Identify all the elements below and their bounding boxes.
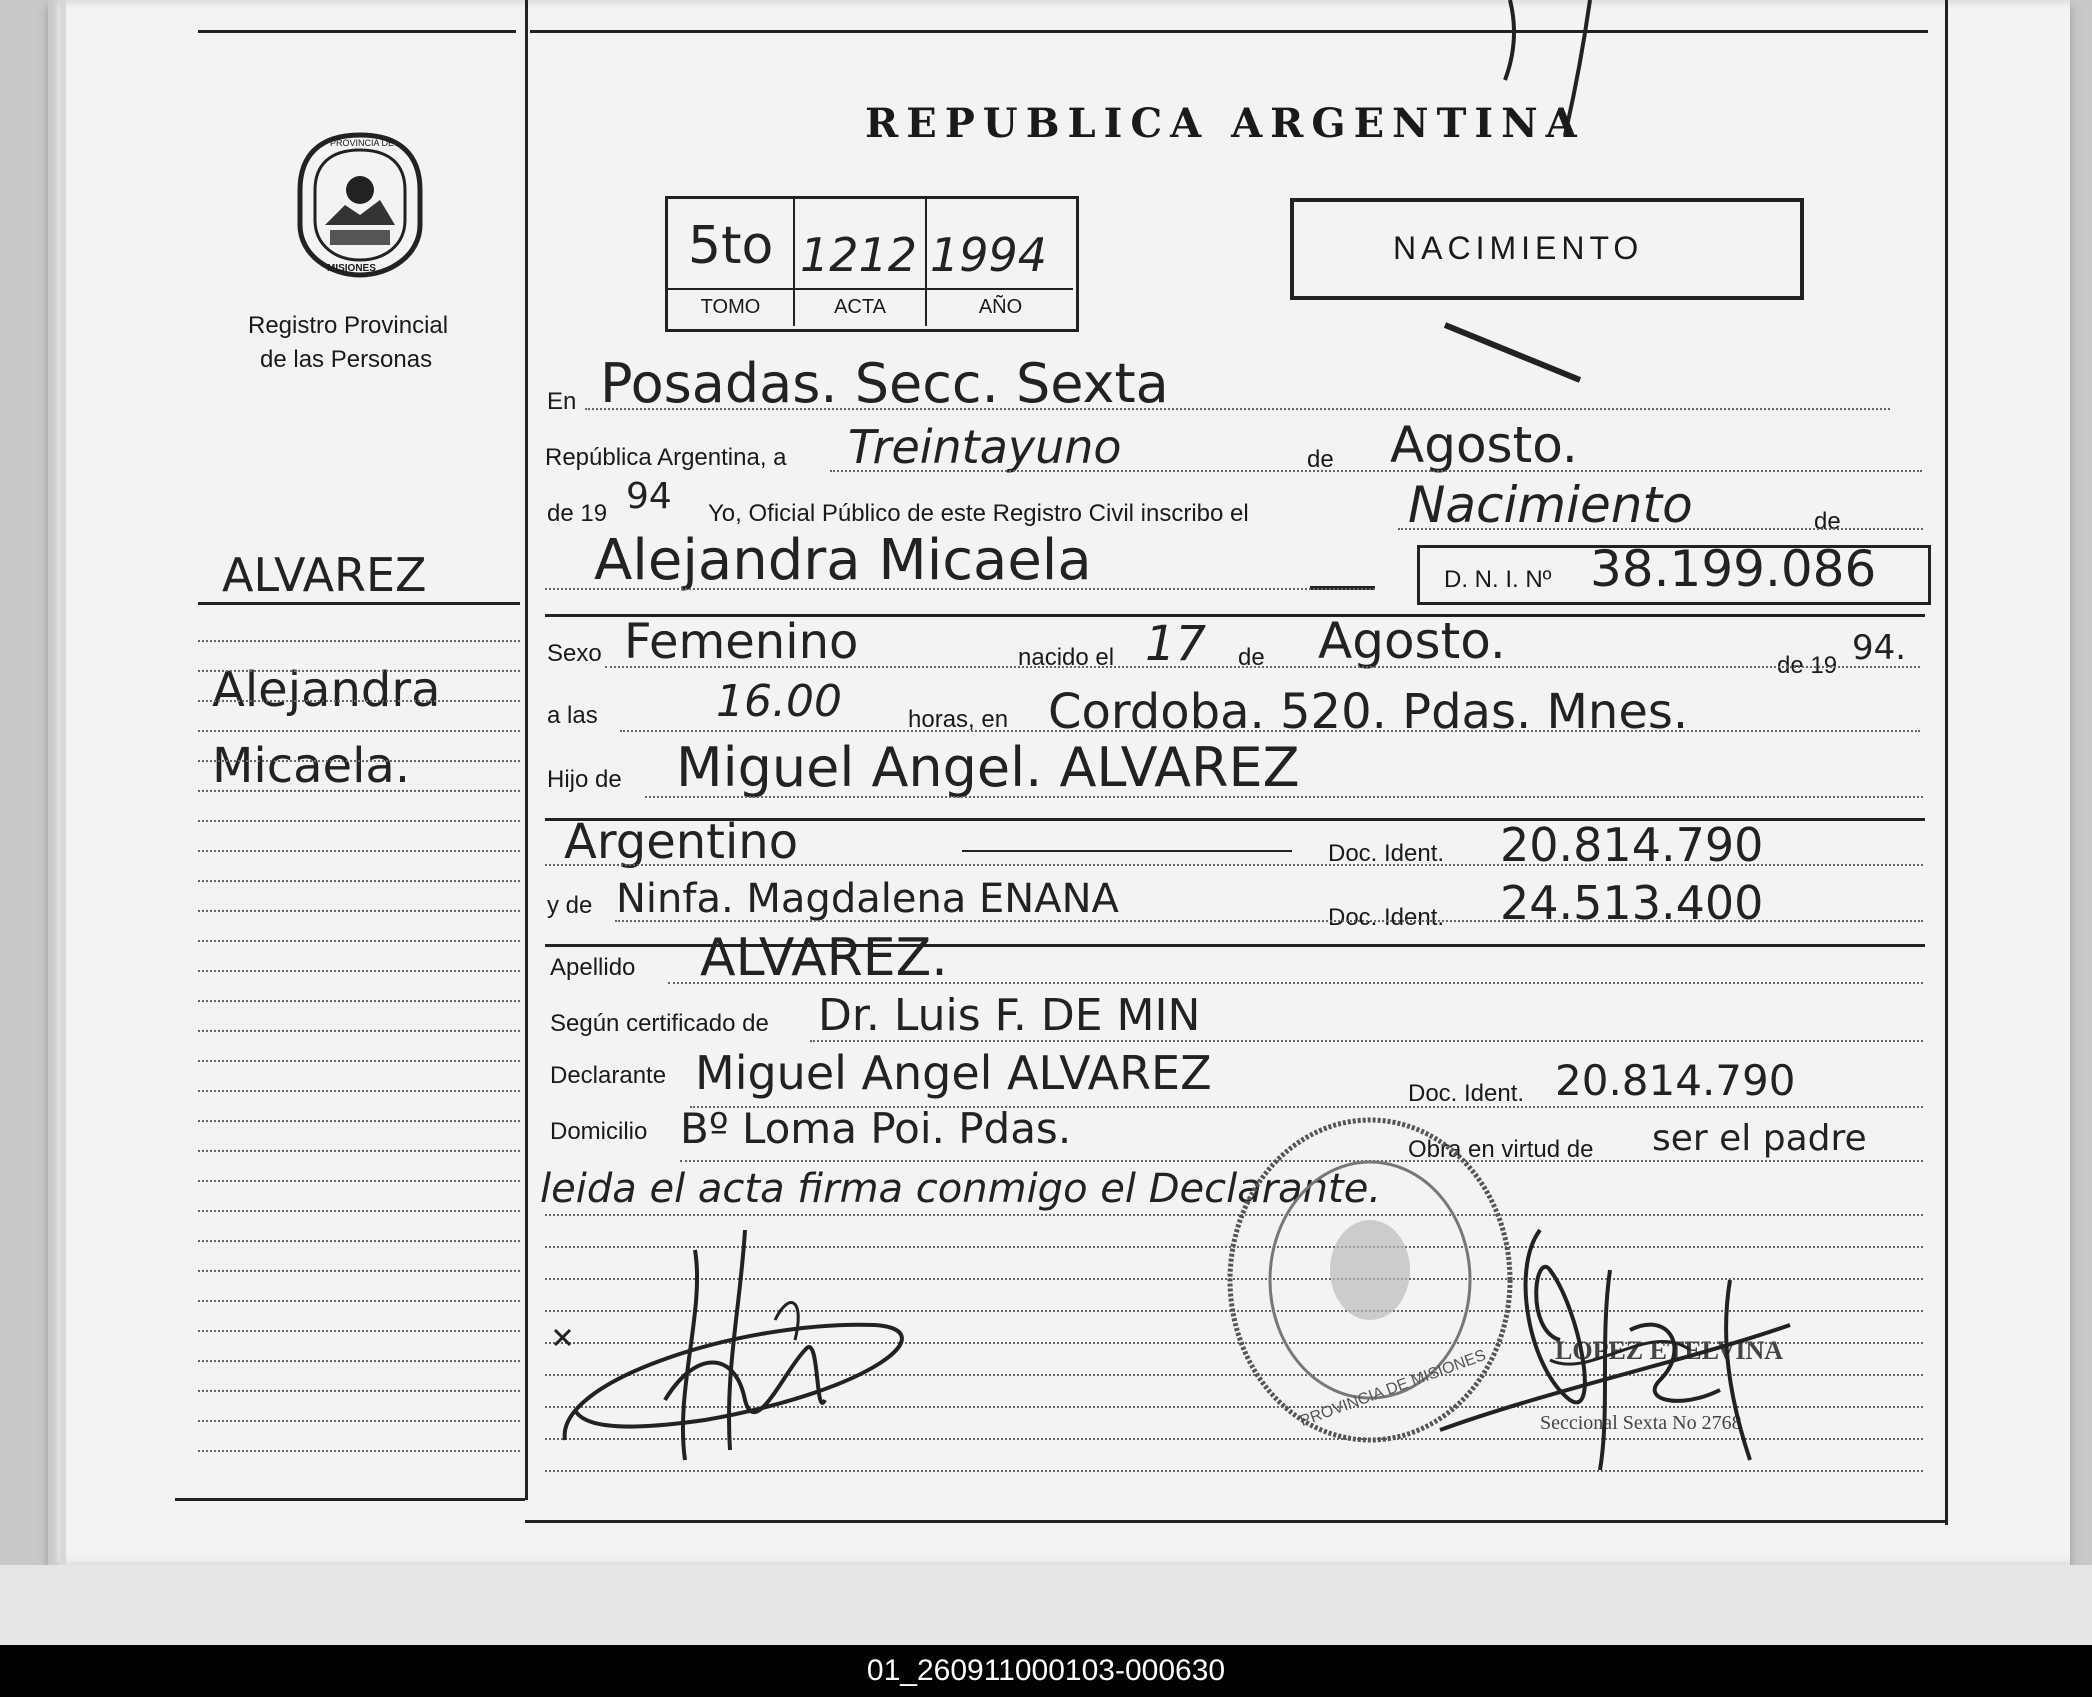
margin-ruled-line bbox=[198, 670, 520, 672]
mother-doc-value: 24.513.400 bbox=[1500, 876, 1764, 930]
en-line bbox=[585, 408, 1890, 410]
frame-bottom-right-rule bbox=[525, 1520, 1945, 1523]
frame-top-right-rule bbox=[530, 30, 1928, 33]
hijo-label: Hijo de bbox=[547, 766, 622, 793]
margin-ruled-line bbox=[198, 1150, 520, 1152]
day-words-value: Treintayuno bbox=[848, 420, 1122, 474]
child-name-value: Alejandra Micaela bbox=[594, 528, 1092, 593]
margin-ruled-line bbox=[198, 940, 520, 942]
apellido-line bbox=[668, 982, 1923, 984]
margin-ruled-line bbox=[198, 820, 520, 822]
domicilio-value: Bº Loma Poi. Pdas. bbox=[680, 1104, 1072, 1153]
birth-year-suffix-value: 94. bbox=[1852, 628, 1907, 668]
margin-given-name-1: Alejandra bbox=[212, 662, 441, 718]
segun-label: Según certificado de bbox=[550, 1010, 769, 1037]
registry-line-2: de las Personas bbox=[260, 346, 433, 373]
anio-label: AÑO bbox=[978, 296, 1023, 318]
mother-line bbox=[615, 920, 1923, 922]
de-label-2: de bbox=[1814, 508, 1841, 535]
declarante-doc-value: 20.814.790 bbox=[1555, 1056, 1796, 1105]
hijo-line bbox=[645, 796, 1923, 798]
margin-ruled-line bbox=[198, 760, 520, 762]
en-label: En bbox=[547, 388, 577, 415]
registry-line-1: Registro Provincial bbox=[248, 312, 449, 339]
strike-mark bbox=[1440, 320, 1590, 390]
segun-line bbox=[810, 1040, 1923, 1042]
mother-name-value: Ninfa. Magdalena ENANA bbox=[616, 876, 1119, 922]
doc-ident-label-2: Doc. Ident. bbox=[1328, 904, 1445, 931]
obra-label: Obra en virtud de bbox=[1408, 1136, 1594, 1163]
official-signature bbox=[1430, 1210, 1810, 1490]
register-divider-1 bbox=[793, 198, 795, 326]
birth-month-value: Agosto. bbox=[1318, 612, 1506, 670]
birth-day-value: 17 bbox=[1145, 616, 1207, 672]
declarante-signature bbox=[545, 1230, 945, 1470]
doc-ident-label-3: Doc. Ident. bbox=[1408, 1080, 1525, 1107]
hour-value: 16.00 bbox=[716, 676, 842, 727]
seal-text-top: PROVINCIA DE bbox=[330, 138, 395, 148]
father-nationality-value: Argentino bbox=[564, 814, 799, 870]
seal-text-bottom: MISIONES bbox=[327, 263, 376, 274]
event-value: Nacimiento bbox=[1408, 476, 1693, 534]
margin-ruled-line bbox=[198, 1000, 520, 1002]
margin-ruled-line bbox=[198, 1240, 520, 1242]
margin-ruled-line bbox=[198, 1210, 520, 1212]
margin-ruled-line bbox=[198, 1090, 520, 1092]
image-caption: 01_260911000103-000630 bbox=[0, 1645, 2092, 1697]
record-type-label: NACIMIENTO bbox=[1393, 230, 1644, 266]
margin-ruled-line bbox=[198, 1330, 520, 1332]
sexo-value: Femenino bbox=[624, 614, 859, 670]
frame-right-border bbox=[1945, 0, 1948, 1525]
apellido-label: Apellido bbox=[550, 954, 636, 981]
margin-surname: ALVAREZ bbox=[222, 548, 427, 602]
margin-ruled-line bbox=[198, 1360, 520, 1362]
certificado-value: Dr. Luis F. DE MIN bbox=[818, 990, 1201, 1041]
margin-surname-rule bbox=[198, 602, 520, 605]
obra-value: ser el padre bbox=[1652, 1118, 1867, 1159]
dni-label: D. N. I. Nº bbox=[1444, 566, 1552, 593]
margin-ruled-line bbox=[198, 790, 520, 792]
margin-ruled-line bbox=[198, 1300, 520, 1302]
month-value: Agosto. bbox=[1390, 416, 1578, 474]
declarante-label: Declarante bbox=[550, 1062, 667, 1089]
de-label-1: de bbox=[1307, 446, 1334, 473]
margin-ruled-line bbox=[198, 910, 520, 912]
year-suffix-value: 94 bbox=[626, 476, 672, 517]
declarante-value: Miguel Angel ALVAREZ bbox=[695, 1046, 1212, 1100]
margin-ruled-line bbox=[198, 850, 520, 852]
alas-line bbox=[620, 730, 1920, 732]
margin-ruled-line bbox=[198, 1270, 520, 1272]
margin-ruled-line bbox=[198, 1450, 520, 1452]
oficial-text: Yo, Oficial Público de este Registro Civil inscribo el bbox=[708, 500, 1249, 527]
nacido-label: nacido el bbox=[1018, 644, 1115, 671]
margin-ruled-line bbox=[198, 730, 520, 732]
yde-label: y de bbox=[547, 892, 593, 919]
margin-ruled-line bbox=[198, 700, 520, 702]
father-name-value: Miguel Angel. ALVAREZ bbox=[676, 736, 1300, 799]
tomo-value: 5to bbox=[688, 216, 774, 276]
father-line bbox=[545, 864, 1923, 866]
round-seal-text: PROVINCIA DE MISIONES bbox=[1297, 1346, 1489, 1431]
country-title: REPUBLICA ARGENTINA bbox=[865, 100, 1585, 147]
acta-label: ACTA bbox=[834, 296, 886, 318]
en-value: Posadas. Secc. Sexta bbox=[600, 352, 1169, 415]
republica-label: República Argentina, a bbox=[545, 444, 787, 471]
frame-top-left-rule bbox=[198, 30, 516, 33]
margin-ruled-line bbox=[198, 1390, 520, 1392]
horas-label: horas, en bbox=[908, 706, 1009, 733]
margin-ruled-line bbox=[198, 1060, 520, 1062]
year-prefix-label: de 19 bbox=[547, 500, 608, 527]
margin-ruled-line bbox=[198, 640, 520, 642]
dni-value: 38.199.086 bbox=[1590, 540, 1877, 598]
event-line bbox=[1398, 528, 1923, 530]
page-edge bbox=[60, 0, 66, 1565]
tomo-label: TOMO bbox=[700, 296, 761, 318]
doc-ident-label-1: Doc. Ident. bbox=[1328, 840, 1445, 867]
de-label-3: de bbox=[1238, 644, 1265, 671]
page-bottom-strip bbox=[0, 1565, 2092, 1645]
register-label-rule bbox=[668, 288, 1073, 290]
margin-ruled-line bbox=[198, 1120, 520, 1122]
margin-ruled-line bbox=[198, 970, 520, 972]
republica-line bbox=[830, 470, 1922, 472]
closing-text: leida el acta firma conmigo el Declarante. bbox=[540, 1166, 1382, 1212]
frame-bottom-left-rule bbox=[175, 1498, 525, 1501]
domicilio-label: Domicilio bbox=[550, 1118, 648, 1145]
place-value: Cordoba. 520. Pdas. Mnes. bbox=[1048, 684, 1689, 740]
margin-ruled-line bbox=[198, 1030, 520, 1032]
official-name-stamp: LOPEZ ETELVINA bbox=[1555, 1336, 1784, 1365]
provincial-seal-icon bbox=[290, 130, 430, 280]
acta-value: 1212 bbox=[800, 228, 918, 282]
de19-label: de 19 bbox=[1777, 652, 1838, 679]
father-doc-value: 20.814.790 bbox=[1500, 818, 1764, 872]
margin-ruled-line bbox=[198, 1420, 520, 1422]
sexo-label: Sexo bbox=[547, 640, 602, 667]
seccion-stamp: Seccional Sexta No 2768 bbox=[1540, 1412, 1742, 1434]
margin-ruled-line bbox=[198, 880, 520, 882]
alas-label: a las bbox=[547, 702, 598, 729]
margin-given-name-2: Micaela. bbox=[212, 738, 411, 794]
frame-center-divider bbox=[525, 0, 528, 1500]
margin-ruled-line bbox=[198, 1180, 520, 1182]
apellido-value: ALVAREZ. bbox=[700, 928, 948, 988]
register-divider-2 bbox=[925, 198, 927, 326]
sexo-line bbox=[605, 666, 1920, 668]
anio-value: 1994 bbox=[930, 228, 1048, 282]
father-nationality-rule bbox=[962, 850, 1292, 852]
child-name-line bbox=[545, 588, 1375, 590]
